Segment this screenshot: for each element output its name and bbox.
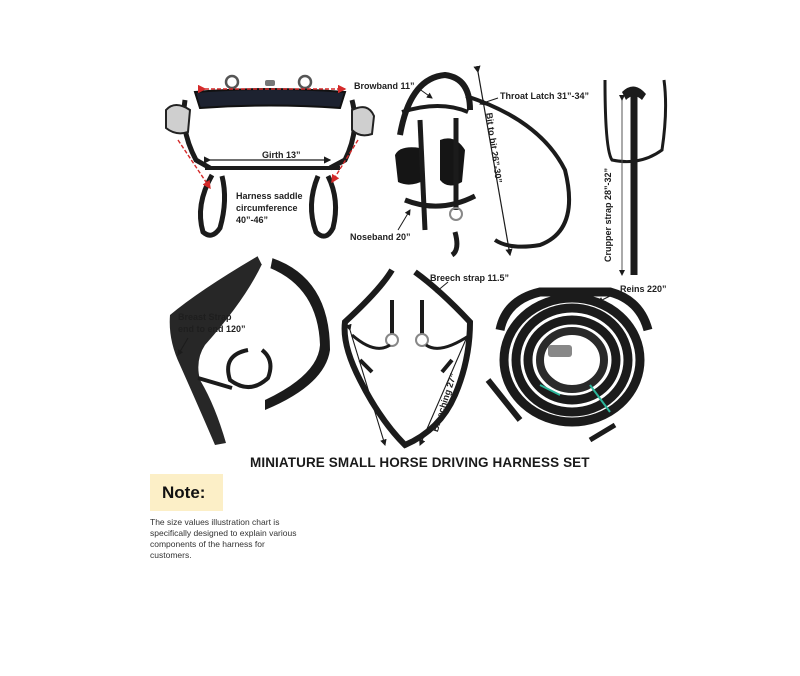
breast-strap-label-line2: end to end 120”	[178, 324, 246, 334]
harness-crupper	[605, 80, 666, 275]
girth-label: Girth 13”	[262, 150, 301, 160]
breeching	[345, 270, 470, 445]
reins-coil	[488, 292, 648, 440]
reins-label: Reins 220”	[620, 284, 667, 294]
diagram-title: MINIATURE SMALL HORSE DRIVING HARNESS SET	[250, 455, 590, 470]
breech-strap-label: Breech strap 11.5”	[430, 273, 510, 283]
noseband-label: Noseband 20”	[350, 232, 411, 242]
note-heading: Note:	[162, 483, 206, 502]
saddle-circumference-line1: Harness saddle	[236, 191, 303, 201]
saddle-circumference-line2: circumference	[236, 203, 298, 213]
saddle-circumference-line3: 40”-46”	[236, 215, 269, 225]
bit-to-bit-label: Bit to bit 26”-30”	[484, 112, 504, 184]
note-body: The size values illustration chart is specifically designed to explain various components of the harness for customers.	[150, 517, 297, 560]
crupper-label: Crupper strap 28”-32”	[603, 167, 613, 262]
breeching-label: Breeching 27”	[430, 371, 459, 434]
throat-latch-label: Throat Latch 31”-34”	[500, 91, 590, 101]
breast-strap	[170, 256, 330, 445]
breast-strap-label-line1: Breast Strap	[178, 312, 232, 322]
browband-label: Browband 11”	[354, 81, 415, 91]
note-heading-box	[150, 474, 223, 511]
